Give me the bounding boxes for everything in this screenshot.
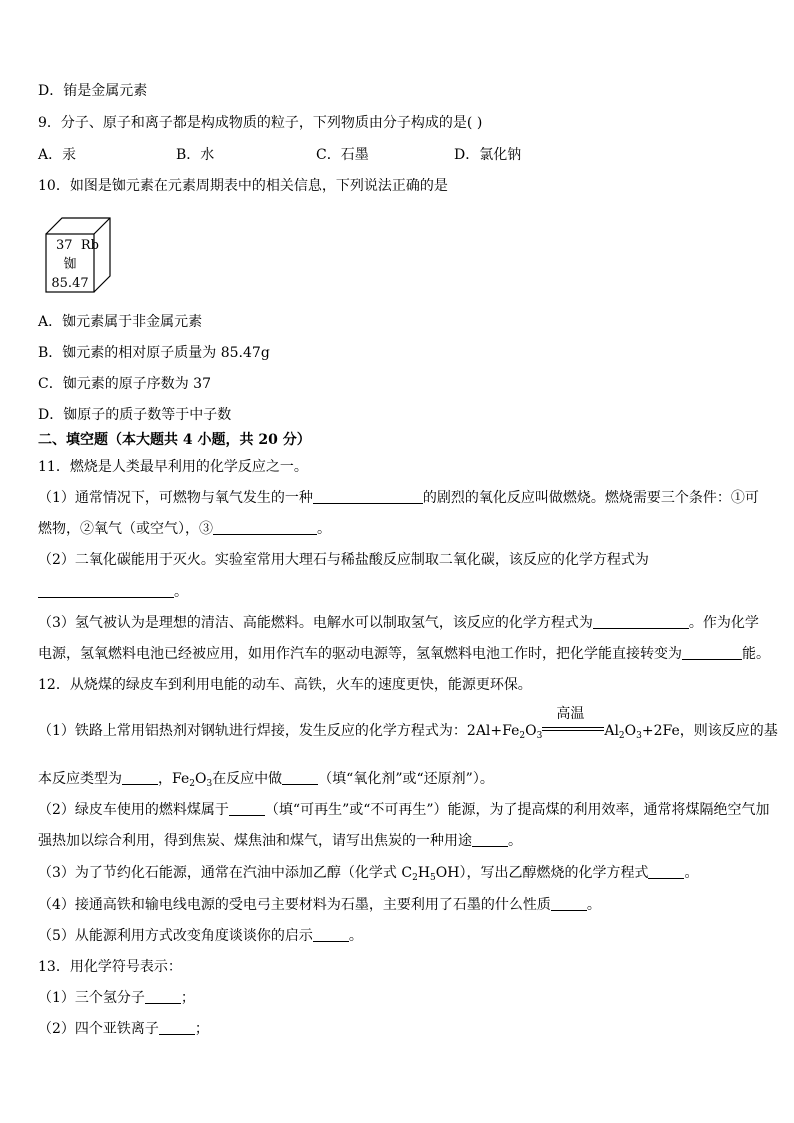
q10-option-c: C．铷元素的原子序数为 37 (38, 376, 211, 392)
q13-part2: （2）四个亚铁离子 ； (38, 1021, 209, 1037)
answer-blank[interactable] (648, 864, 684, 879)
answer-blank[interactable] (282, 770, 318, 785)
q12-part1-line2: 本反应类型为 ，$Fe_2O_3$在反应中做 （填“氧化剂”或“还原剂”）。 (38, 771, 494, 789)
answer-blank[interactable] (472, 832, 508, 847)
answer-blank[interactable] (213, 520, 317, 535)
element-mass: 85.47 (51, 276, 89, 291)
q10-option-a: A．铷元素属于非金属元素 (38, 314, 203, 330)
equation-left: $2Al+Fe_2O_3$ (466, 723, 543, 741)
q11-part3-line2: 电源，氢氧燃料电池已经被应用，如用作汽车的驱动电源等，氢氧燃料电池工作时，把化学能直接转变为 能。 (38, 646, 770, 662)
answer-blank[interactable] (593, 614, 689, 629)
answer-blank[interactable] (145, 989, 181, 1004)
equation-right: $Al_2O_3+2Fe$，则该反应的基 (604, 723, 778, 741)
q10-stem: 10．如图是铷元素在元素周期表中的相关信息，下列说法正确的是 (38, 178, 448, 194)
q13-stem: 13．用化学符号表示： (38, 959, 182, 975)
answer-blank[interactable] (38, 583, 174, 598)
q9-option-a: A．汞 (38, 147, 77, 163)
q9-option-d: D．氯化钠 (454, 147, 522, 163)
q10-option-b: B．铷元素的相对原子质量为 85.47g (38, 345, 270, 361)
q12-part2-line2: 强热加以综合利用，得到焦炭、煤焦油和煤气，请写出焦炭的一种用途 。 (38, 833, 522, 849)
element-card (46, 236, 99, 293)
q13-part1: （1）三个氢分子 ； (38, 990, 195, 1006)
q11-part1-line1: （1）通常情况下，可燃物与氧气发生的一种 的剧烈的氧化反应叫做燃烧。燃烧需要三个条件：①可 (38, 490, 759, 506)
q11-stem: 11．燃烧是人类最早利用的化学反应之一。 (38, 459, 308, 475)
answer-blank[interactable] (551, 896, 587, 911)
q10-option-d: D．铷原子的质子数等于中子数 (38, 407, 232, 423)
q11-part2-line1: （2）二氧化碳能用于灭火。实验室常用大理石与稀盐酸反应制取二氧化碳，该反应的化学方程式为 (38, 552, 649, 568)
q11-part3-line1: （3）氢气被认为是理想的清洁、高能燃料。电解水可以制取氢气，该反应的化学方程式为 。作为化学 (38, 615, 759, 631)
q9-option-c: C．石墨 (316, 147, 369, 163)
element-name: 铷 (63, 257, 77, 272)
q9-options (38, 146, 521, 164)
q9-stem: 9．分子、原子和离子都是构成物质的粒子，下列物质由分子构成的是( ) (38, 115, 483, 131)
q12-part2-line1: （2）绿皮车使用的燃料煤属于 （填“可再生”或“不可再生”）能源，为了提高煤的利用效率，通常将煤隔绝空气加 (38, 802, 770, 818)
q12-part5: （5）从能源利用方式改变角度谈谈你的启示 。 (38, 928, 363, 944)
q11-part1-line2: 燃物，②氧气（或空气），③ 。 (38, 521, 331, 537)
answer-blank[interactable] (313, 489, 423, 504)
answer-blank[interactable] (122, 770, 158, 785)
q12-part4: （4）接通高铁和输电线电源的受电弓主要材料为石墨，主要利用了石墨的什么性质 。 (38, 897, 601, 913)
q12-part1-line1: （1）铁路上常用铝热剂对钢轨进行焊接，发生反应的化学方程式为：$2Al+Fe_2O_3$ 高温 $Al_2O_3+2Fe$，则该反应的基 (38, 706, 778, 741)
high-temperature-condition: 高温 (542, 722, 604, 740)
section-heading: 二、填空题（本大题共 4 小题，共 20 分） (38, 432, 311, 448)
q8-option-d: D．铕是金属元素 (38, 83, 148, 99)
q11-part2-line2: 。 (38, 583, 188, 601)
answer-blank[interactable] (229, 801, 265, 816)
element-symbol: Rb (80, 238, 99, 253)
q9-option-b: B．水 (176, 147, 215, 163)
q12-stem: 12．从烧煤的绿皮车到利用电能的动车、高铁，火车的速度更快，能源更环保。 (38, 677, 532, 693)
answer-blank[interactable] (313, 927, 349, 942)
answer-blank[interactable] (159, 1020, 195, 1035)
answer-blank[interactable] (682, 645, 742, 660)
element-number: 37 (56, 238, 73, 253)
q12-part3: （3）为了节约化石能源，通常在汽油中添加乙醇（化学式 $C_2H_5OH$），写出乙醇燃烧的化学方程式 。 (38, 865, 699, 883)
